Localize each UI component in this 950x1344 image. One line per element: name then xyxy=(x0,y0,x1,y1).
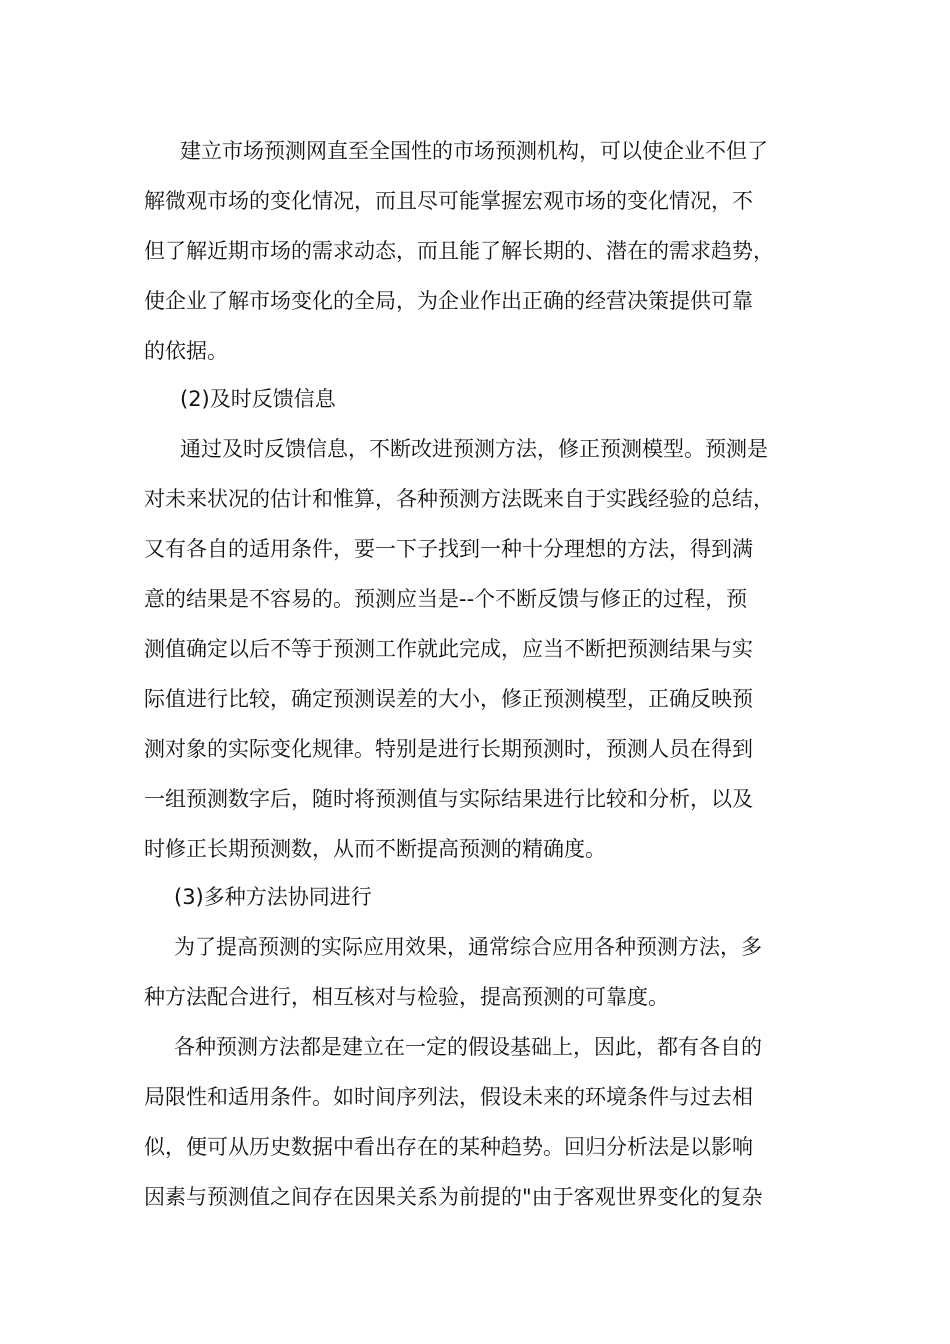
paragraph-2-line-1: 通过及时反馈信息，不断改进预测方法，修正预测模型。预测是 xyxy=(180,437,768,461)
paragraph-1-line-1: 建立市场预测网直至全国性的市场预测机构，可以使企业不但了 xyxy=(180,139,768,163)
paragraph-2-line-8: 一组预测数字后，随时将预测值与实际结果进行比较和分析，以及 xyxy=(144,787,753,811)
paragraph-3-line-1: 为了提高预测的实际应用效果，通常综合应用各种预测方法，多 xyxy=(174,935,762,959)
paragraph-2-line-9: 时修正长期预测数，从而不断提高预测的精确度。 xyxy=(144,837,606,861)
section-heading-3: (3)多种方法协同进行 xyxy=(174,885,372,909)
paragraph-3-line-2: 种方法配合进行，相互核对与检验，提高预测的可靠度。 xyxy=(144,985,669,1009)
paragraph-2-line-3: 又有各自的适用条件，要一下子找到一种十分理想的方法，得到满 xyxy=(144,537,753,561)
paragraph-1-line-3: 但了解近期市场的需求动态，而且能了解长期的、潜在的需求趋势， xyxy=(144,239,774,263)
paragraph-1-line-4: 使企业了解市场变化的全局，为企业作出正确的经营决策提供可靠 xyxy=(144,289,753,313)
paragraph-4-line-4: 因素与预测值之间存在因果关系为前提的"由于客观世界变化的复杂 xyxy=(144,1185,763,1209)
paragraph-1-line-2: 解微观市场的变化情况，而且尽可能掌握宏观市场的变化情况，不 xyxy=(144,189,753,213)
paragraph-4-line-3: 似，便可从历史数据中看出存在的某种趋势。回归分析法是以影响 xyxy=(144,1135,753,1159)
paragraph-2-line-7: 测对象的实际变化规律。特别是进行长期预测时，预测人员在得到 xyxy=(144,737,753,761)
paragraph-2-line-2: 对未来状况的估计和惟算，各种预测方法既来自于实践经验的总结， xyxy=(144,487,774,511)
paragraph-4-line-2: 局限性和适用条件。如时间序列法，假设未来的环境条件与过去相 xyxy=(144,1085,753,1109)
paragraph-4-line-1: 各种预测方法都是建立在一定的假设基础上，因此，都有各自的 xyxy=(174,1035,762,1059)
paragraph-1-line-5: 的依据。 xyxy=(144,339,228,363)
section-heading-2: (2)及时反馈信息 xyxy=(180,387,336,411)
paragraph-2-line-6: 际值进行比较，确定预测误差的大小，修正预测模型，正确反映预 xyxy=(144,687,753,711)
paragraph-2-line-5: 测值确定以后不等于预测工作就此完成，应当不断把预测结果与实 xyxy=(144,637,753,661)
paragraph-2-line-4: 意的结果是不容易的。预测应当是--个不断反馈与修正的过程，预 xyxy=(144,587,748,611)
